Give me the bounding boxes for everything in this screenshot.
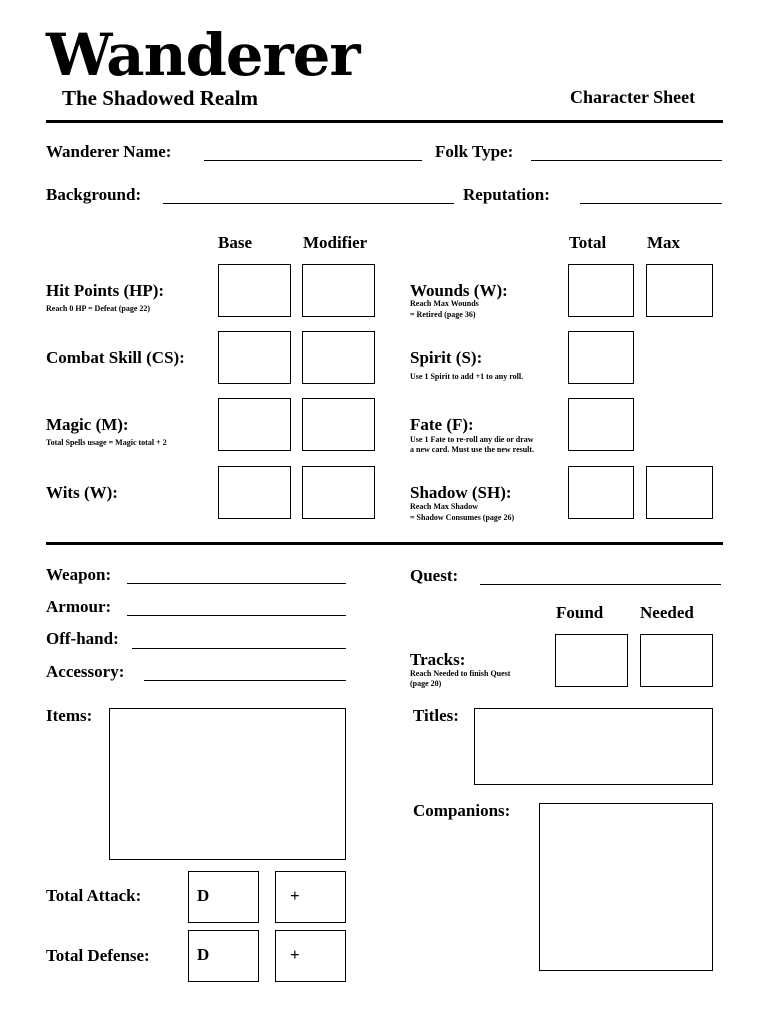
stat-label-hit-points: Hit Points (HP): <box>46 281 165 300</box>
attack-die-prefix: D <box>197 886 210 905</box>
armour-field[interactable] <box>127 615 346 616</box>
offhand-label: Off-hand: <box>46 629 119 648</box>
defense-die-box[interactable] <box>188 930 259 982</box>
tracks-note-2: (page 20) <box>410 679 442 688</box>
attack-bonus-box[interactable] <box>275 871 346 923</box>
tracks-found-box[interactable] <box>555 634 628 687</box>
stat-label-fate: Fate (F): <box>410 415 474 434</box>
column-header-needed: Needed <box>640 603 694 622</box>
folk-type-label: Folk Type: <box>435 142 514 161</box>
background-label: Background: <box>46 185 142 204</box>
stat-note-shadow-1: Reach Max Shadow <box>410 502 479 511</box>
header-divider <box>46 120 723 123</box>
sheet-title: Wanderer <box>46 21 360 89</box>
companions-box[interactable] <box>539 803 713 971</box>
attack-die-box[interactable] <box>188 871 259 923</box>
attack-plus-sign: + <box>290 886 300 905</box>
titles-label: Titles: <box>413 706 459 725</box>
cs-base-box[interactable] <box>218 331 291 384</box>
column-header-max: Max <box>647 233 681 252</box>
stat-label-combat-skill: Combat Skill (CS): <box>46 348 185 367</box>
offhand-field[interactable] <box>132 648 346 649</box>
magic-modifier-box[interactable] <box>302 398 375 451</box>
hp-modifier-box[interactable] <box>302 264 375 317</box>
wounds-max-box[interactable] <box>646 264 713 317</box>
wits-base-box[interactable] <box>218 466 291 519</box>
shadow-total-box[interactable] <box>568 466 634 519</box>
weapon-field[interactable] <box>127 583 346 584</box>
stat-label-spirit: Spirit (S): <box>410 348 483 367</box>
quest-field[interactable] <box>480 584 721 585</box>
items-label: Items: <box>46 706 93 725</box>
defense-plus-sign: + <box>290 945 300 964</box>
fate-total-box[interactable] <box>568 398 634 451</box>
titles-box[interactable] <box>474 708 713 785</box>
stat-label-shadow: Shadow (SH): <box>410 483 512 502</box>
reputation-label: Reputation: <box>463 185 550 204</box>
stat-note-wounds-2: = Retired (page 36) <box>410 310 476 319</box>
total-attack-label: Total Attack: <box>46 886 142 905</box>
column-header-modifier: Modifier <box>303 233 368 252</box>
reputation-field[interactable] <box>580 203 722 204</box>
stat-label-magic: Magic (M): <box>46 415 129 434</box>
stat-note-shadow-2: = Shadow Consumes (page 26) <box>410 513 515 522</box>
weapon-label: Weapon: <box>46 565 112 584</box>
column-header-total: Total <box>569 233 607 252</box>
stat-note-spirit: Use 1 Spirit to add +1 to any roll. <box>410 372 524 381</box>
stat-note-fate-1: Use 1 Fate to re-roll any die or draw <box>410 435 534 444</box>
wounds-total-box[interactable] <box>568 264 634 317</box>
total-defense-label: Total Defense: <box>46 946 150 965</box>
sheet-type-label: Character Sheet <box>570 87 696 107</box>
column-header-found: Found <box>556 603 604 622</box>
section-divider <box>46 542 723 545</box>
column-header-base: Base <box>218 233 252 252</box>
stat-note-magic: Total Spells usage = Magic total + 2 <box>46 438 167 447</box>
tracks-label: Tracks: <box>410 650 466 669</box>
stat-label-wounds: Wounds (W): <box>410 281 508 300</box>
folk-type-field[interactable] <box>531 160 722 161</box>
sheet-subtitle: The Shadowed Realm <box>62 86 259 110</box>
companions-label: Companions: <box>413 801 511 820</box>
armour-label: Armour: <box>46 597 112 616</box>
tracks-needed-box[interactable] <box>640 634 713 687</box>
quest-label: Quest: <box>410 566 459 585</box>
magic-base-box[interactable] <box>218 398 291 451</box>
items-box[interactable] <box>109 708 346 860</box>
cs-modifier-box[interactable] <box>302 331 375 384</box>
wanderer-name-field[interactable] <box>204 160 422 161</box>
spirit-total-box[interactable] <box>568 331 634 384</box>
accessory-label: Accessory: <box>46 662 125 681</box>
accessory-field[interactable] <box>144 680 346 681</box>
defense-die-prefix: D <box>197 945 210 964</box>
shadow-max-box[interactable] <box>646 466 713 519</box>
stat-note-wounds-1: Reach Max Wounds <box>410 299 479 308</box>
stat-note-fate-2: a new card. Must use the new result. <box>410 445 535 454</box>
tracks-note-1: Reach Needed to finish Quest <box>410 669 511 678</box>
hp-base-box[interactable] <box>218 264 291 317</box>
background-field[interactable] <box>163 203 454 204</box>
wits-modifier-box[interactable] <box>302 466 375 519</box>
wanderer-name-label: Wanderer Name: <box>46 142 172 161</box>
stat-label-wits: Wits (W): <box>46 483 118 502</box>
stat-note-hit-points: Reach 0 HP = Defeat (page 22) <box>46 304 151 313</box>
defense-bonus-box[interactable] <box>275 930 346 982</box>
